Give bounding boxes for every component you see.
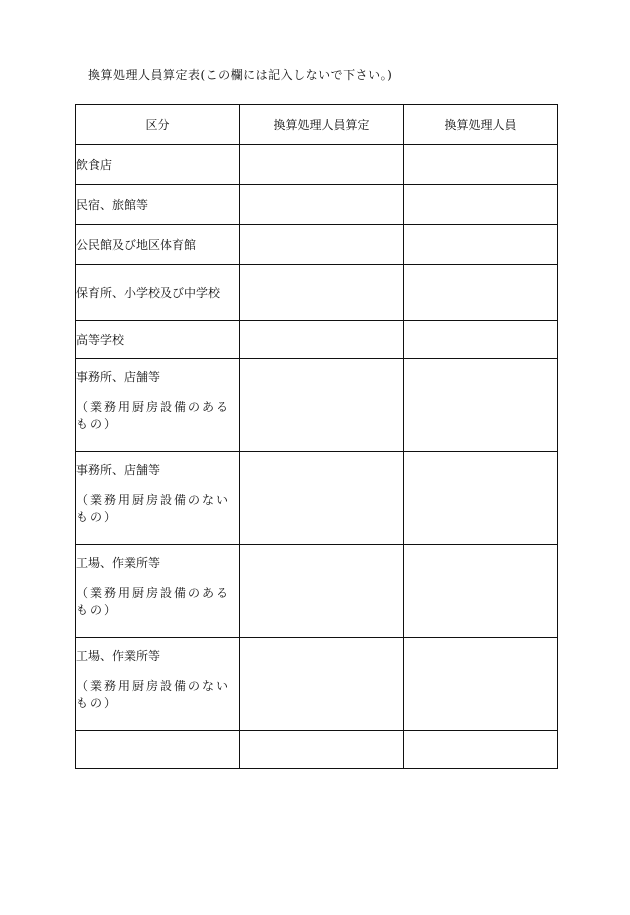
calculation-cell[interactable] — [240, 225, 404, 265]
category-note: （業務用厨房設備のあるもの） — [76, 586, 231, 617]
table-row — [76, 321, 558, 359]
category-cell — [76, 545, 240, 638]
category-cell — [76, 225, 240, 265]
persons-cell[interactable] — [404, 145, 558, 185]
category-label: 工場、作業所等 — [76, 649, 161, 663]
persons-cell[interactable] — [404, 185, 558, 225]
calculation-cell[interactable] — [240, 452, 404, 545]
header-category: 区分 — [76, 105, 240, 145]
table-row — [76, 452, 558, 545]
category-label: 保育所、小学校及び中学校 — [76, 285, 221, 300]
category-label: 事務所、店舗等 — [76, 370, 161, 384]
category-note: （業務用厨房設備のないもの） — [76, 679, 231, 710]
persons-cell[interactable] — [404, 265, 558, 321]
category-cell — [76, 265, 240, 321]
category-label: 公民館及び地区体育館 — [76, 237, 197, 252]
header-calculation: 換算処理人員算定 — [240, 105, 404, 145]
category-cell — [76, 452, 240, 545]
persons-cell[interactable] — [404, 321, 558, 359]
category-note: （業務用厨房設備のないもの） — [76, 493, 231, 524]
calculation-cell[interactable] — [240, 731, 404, 769]
category-label: 飲食店 — [76, 157, 113, 172]
header-persons: 換算処理人員 — [404, 105, 558, 145]
persons-cell[interactable] — [404, 731, 558, 769]
category-cell — [76, 638, 240, 731]
category-label: 事務所、店舗等 — [76, 463, 161, 477]
table-row — [76, 145, 558, 185]
calculation-cell[interactable] — [240, 185, 404, 225]
persons-cell[interactable] — [404, 452, 558, 545]
table-row — [76, 731, 558, 769]
persons-cell[interactable] — [404, 638, 558, 731]
persons-cell[interactable] — [404, 359, 558, 452]
calculation-cell[interactable] — [240, 321, 404, 359]
persons-cell[interactable] — [404, 545, 558, 638]
category-cell[interactable] — [76, 731, 240, 769]
persons-cell[interactable] — [404, 225, 558, 265]
category-label: 民宿、旅館等 — [76, 197, 149, 212]
calculation-table — [75, 104, 558, 769]
category-cell — [76, 145, 240, 185]
table-row — [76, 638, 558, 731]
category-note: （業務用厨房設備のあるもの） — [76, 400, 231, 431]
table-row — [76, 359, 558, 452]
table-header-row — [76, 105, 558, 145]
category-cell — [76, 321, 240, 359]
category-label: 高等学校 — [76, 332, 125, 347]
table-row — [76, 265, 558, 321]
category-cell — [76, 185, 240, 225]
table-row — [76, 225, 558, 265]
category-cell — [76, 359, 240, 452]
document-title: 換算処理人員算定表(この欄には記入しないで下さい。) — [88, 68, 393, 82]
calculation-cell[interactable] — [240, 359, 404, 452]
table-row — [76, 545, 558, 638]
calculation-cell[interactable] — [240, 638, 404, 731]
table-row — [76, 185, 558, 225]
calculation-cell[interactable] — [240, 265, 404, 321]
calculation-cell[interactable] — [240, 545, 404, 638]
calculation-cell[interactable] — [240, 145, 404, 185]
category-label: 工場、作業所等 — [76, 556, 161, 570]
